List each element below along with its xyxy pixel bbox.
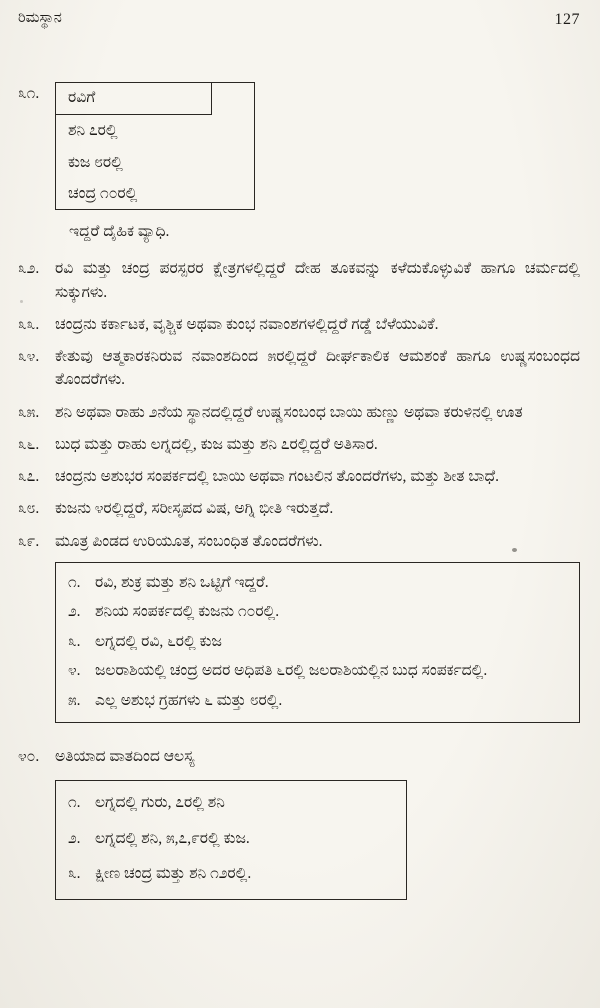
table-header-cell: ರವಿಗೆ bbox=[56, 83, 212, 115]
condition-number: ೩. bbox=[68, 632, 81, 650]
condition-text: ಶನಿಯ ಸಂಪರ್ಕದಲ್ಲಿ ಕುಜನು ೧೦ರಲ್ಲಿ. bbox=[95, 603, 280, 621]
item-number: ೩೨. bbox=[18, 260, 40, 278]
item-text: ಚಂದ್ರನು ಕರ್ಕಾಟಕ, ವೃಶ್ಚಿಕ ಅಥವಾ ಕುಂಭ ನವಾಂಶಗಳಲ್ಲಿದ್ದರೆ ಗಡ್ಡೆ ಬೆಳೆಯುವಿಕೆ. bbox=[55, 315, 439, 333]
condition-item bbox=[68, 863, 392, 885]
condition-number: ೩. bbox=[68, 865, 81, 883]
item-text: ಮೂತ್ರ ಪಿಂಡದ ಉರಿಯೂತ, ಸಂಬಂಧಿತ ತೊಂದರೆಗಳು. bbox=[55, 532, 323, 550]
condition-item bbox=[68, 660, 567, 682]
item-number: ೩೫. bbox=[18, 403, 40, 421]
table-row: ಚಂದ್ರ ೧೦ರಲ್ಲಿ bbox=[68, 184, 138, 202]
page-header bbox=[18, 8, 580, 32]
numbered-list bbox=[18, 257, 580, 553]
condition-item bbox=[68, 792, 392, 814]
condition-item bbox=[68, 828, 392, 850]
table-caption: ಇದ್ದರೆ ದೈಹಿಕ ವ್ಯಾಧಿ. bbox=[69, 223, 170, 240]
item-number: ೩೬. bbox=[18, 435, 40, 453]
condition-text: ಜಲರಾಶಿಯಲ್ಲಿ ಚಂದ್ರ ಅದರ ಅಧಿಪತಿ ೬ರಲ್ಲಿ ಜಲರಾಶಿಯಲ್ಲಿನ ಬುಧ ಸಂಪರ್ಕದಲ್ಲಿ. bbox=[95, 662, 488, 680]
table-row: ಶನಿ ೭ರಲ್ಲಿ bbox=[68, 122, 118, 140]
list-item-36 bbox=[18, 433, 580, 456]
condition-number: ೨. bbox=[68, 603, 81, 621]
item-number: ೪೦. bbox=[18, 748, 40, 766]
condition-number: ೧. bbox=[68, 573, 81, 591]
condition-box-40 bbox=[55, 780, 407, 899]
condition-text: ಲಗ್ನದಲ್ಲಿ ರವಿ, ೬ರಲ್ಲಿ ಕುಜ bbox=[95, 632, 222, 650]
list-item-31 bbox=[18, 82, 580, 243]
condition-text: ಲಗ್ನದಲ್ಲಿ ಶನಿ, ೫,೭,೯ರಲ್ಲಿ ಕುಜ. bbox=[95, 829, 250, 847]
item-text: ಕುಜನು ೪ರಲ್ಲಿದ್ದರೆ, ಸರೀಸೃಪದ ವಿಷ, ಅಗ್ನಿ ಭೀತಿ ಇರುತ್ತದೆ. bbox=[55, 500, 334, 518]
list-item-35 bbox=[18, 401, 580, 424]
condition-number: ೪. bbox=[68, 662, 81, 680]
list-item-32 bbox=[18, 257, 580, 304]
list-item-40 bbox=[18, 745, 580, 768]
item-text: ಕೇತುವು ಆತ್ಮಕಾರಕನಿರುವ ನವಾಂಶದಿಂದ ೫ರಲ್ಲಿದ್ದರೆ ದೀರ್ಘಕಾಲಿಕ ಆಮಶಂಕೆ ಹಾಗೂ ಉಷ್ಣಸಂಬಂಧದ ತೊಂದರೆಗಳು. bbox=[55, 348, 580, 389]
condition-text: ಕ್ಷೀಣ ಚಂದ್ರ ಮತ್ತು ಶನಿ ೧೨ರಲ್ಲಿ. bbox=[95, 865, 252, 883]
condition-number: ೨. bbox=[68, 829, 81, 847]
item-number: ೩೧. bbox=[18, 85, 40, 102]
list-item-33 bbox=[18, 313, 580, 336]
condition-box-39 bbox=[55, 562, 580, 723]
table-row: ಕುಜ ೮ರಲ್ಲಿ bbox=[68, 153, 123, 171]
condition-text: ರವಿ, ಶುಕ್ರ ಮತ್ತು ಶನಿ ಒಟ್ಟಿಗೆ ಇದ್ದರೆ. bbox=[95, 573, 269, 591]
scan-speckle bbox=[512, 548, 517, 552]
condition-item bbox=[68, 690, 567, 712]
item-number: ೩೯. bbox=[18, 532, 40, 550]
page-number: 127 bbox=[554, 11, 580, 28]
condition-item bbox=[68, 572, 567, 594]
condition-item bbox=[68, 601, 567, 623]
chapter-title: ರಿಮಸ್ಥಾನ bbox=[18, 10, 62, 26]
condition-text: ಲಗ್ನದಲ್ಲಿ ಗುರು, ೭ರಲ್ಲಿ ಶನಿ bbox=[95, 794, 225, 812]
condition-number: ೧. bbox=[68, 794, 81, 812]
list-item-38 bbox=[18, 497, 580, 520]
condition-number: ೫. bbox=[68, 691, 81, 709]
item-number: ೩೭. bbox=[18, 468, 40, 485]
list-item-39 bbox=[18, 530, 580, 553]
item-31-body bbox=[55, 82, 580, 243]
item-number: ೩೮. bbox=[18, 500, 40, 518]
list-item-37 bbox=[18, 465, 580, 488]
scan-speckle bbox=[20, 300, 23, 303]
item-text: ಶನಿ ಅಥವಾ ರಾಹು ೨ನೆಯ ಸ್ಥಾನದಲ್ಲಿದ್ದರೆ ಉಷ್ಣಸಂಬಂಧ ಬಾಯಿ ಹುಣ್ಣು ಅಥವಾ ಕರುಳಿನಲ್ಲಿ ಊತ bbox=[55, 403, 523, 421]
item-text: ಅತಿಯಾದ ವಾತದಿಂದ ಆಲಸ್ಯ bbox=[55, 748, 195, 766]
item-text: ಚಂದ್ರನು ಅಶುಭರ ಸಂಪರ್ಕದಲ್ಲಿ ಬಾಯಿ ಅಥವಾ ಗಂಟಲಿನ ತೊಂದರೆಗಳು, ಮತ್ತು ಶೀತ ಬಾಧೆ. bbox=[55, 468, 499, 485]
item-number: ೩೩. bbox=[18, 315, 40, 333]
item-text: ರವಿ ಮತ್ತು ಚಂದ್ರ ಪರಸ್ಪರರ ಕ್ಷೇತ್ರಗಳಲ್ಲಿದ್ದರೆ ದೇಹ ತೂಕವನ್ನು ಕಳೆದುಕೊಳ್ಳುವಿಕೆ ಹಾಗೂ ಚರ್ಮದಲ್ಲಿ ಸುಕ್ಕುಗಳು. bbox=[55, 260, 580, 301]
condition-text: ಎಲ್ಲ ಅಶುಭ ಗ್ರಹಗಳು ೬ ಮತ್ತು ೮ರಲ್ಲಿ. bbox=[95, 691, 283, 709]
planet-position-table bbox=[55, 82, 255, 210]
condition-item bbox=[68, 631, 567, 653]
list-item-34 bbox=[18, 345, 580, 392]
item-text: ಬುಧ ಮತ್ತು ರಾಹು ಲಗ್ನದಲ್ಲಿ, ಕುಜ ಮತ್ತು ಶನಿ ೭ರಲ್ಲಿದ್ದರೆ ಅತಿಸಾರ. bbox=[55, 435, 378, 453]
item-number: ೩೪. bbox=[18, 348, 40, 365]
